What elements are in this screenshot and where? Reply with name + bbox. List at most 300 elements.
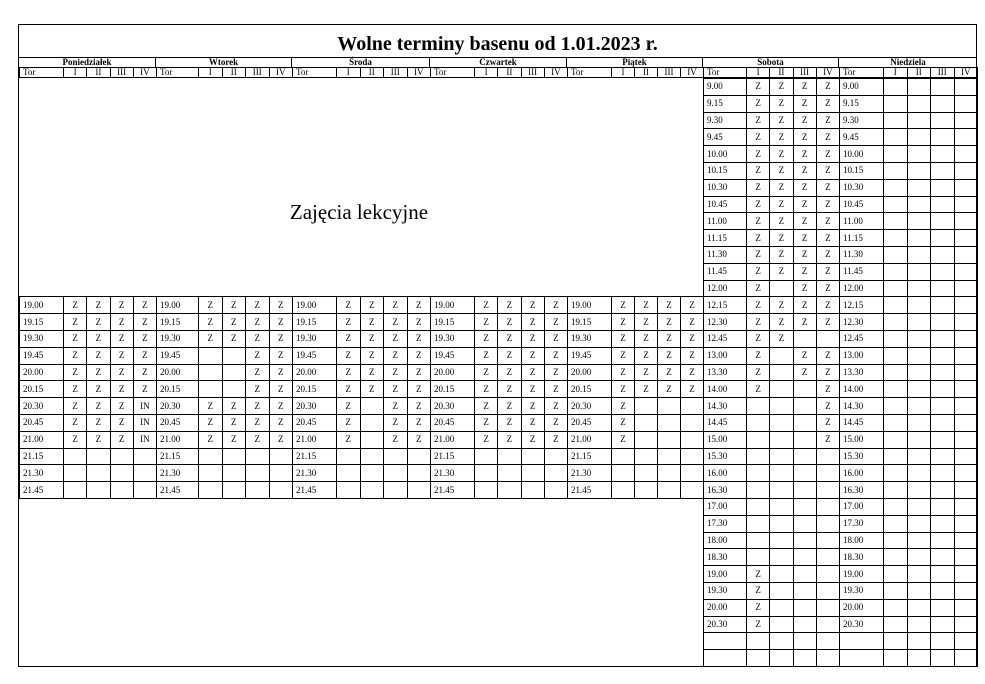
lane-cell: Z [110, 347, 133, 364]
lane-cell [793, 498, 816, 515]
lane-cell [747, 448, 770, 465]
time-cell: 21.15 [157, 448, 199, 465]
time-row [20, 482, 157, 499]
time-cell: 19.00 [293, 297, 337, 314]
lane-cell: Z [246, 414, 270, 431]
time-row [431, 448, 568, 465]
time-row [840, 599, 978, 616]
time-row [840, 330, 978, 347]
time-row [840, 297, 978, 314]
lane-cell [931, 347, 955, 364]
lane-cell [793, 330, 816, 347]
lane-cell: Z [747, 196, 770, 213]
time-row [704, 230, 840, 247]
time-row [431, 364, 568, 381]
time-row [704, 196, 840, 213]
lane-cell [884, 448, 908, 465]
lane-cell: Z [793, 314, 816, 331]
lane-cell [884, 650, 908, 667]
time-row [840, 633, 978, 650]
time-cell: 18.30 [840, 549, 884, 566]
time-cell: 15.30 [704, 448, 747, 465]
lane-header: IV [681, 68, 704, 78]
time-cell: 12.30 [704, 314, 747, 331]
lane-cell [931, 314, 955, 331]
lane-cell [954, 633, 978, 650]
time-row [840, 465, 978, 482]
time-row [431, 414, 568, 431]
lane-cell: Z [384, 398, 408, 415]
lane-cell: Z [110, 381, 133, 398]
lane-cell: Z [498, 431, 521, 448]
lane-cell [658, 465, 681, 482]
lane-cell: Z [612, 414, 635, 431]
time-row [568, 297, 704, 314]
lane-cell [954, 582, 978, 599]
lane-cell: Z [110, 330, 133, 347]
day-header-czwartek: Czwartek [430, 58, 567, 68]
time-row [20, 398, 157, 415]
lane-cell: Z [544, 297, 567, 314]
lane-cell [954, 95, 978, 112]
time-cell: 12.00 [704, 280, 747, 297]
lane-cell: Z [816, 414, 839, 431]
lane-cell: Z [816, 263, 839, 280]
lane-cell [681, 414, 704, 431]
time-row [431, 347, 568, 364]
lane-cell [954, 414, 978, 431]
lane-cell [954, 129, 978, 146]
lane-cell [793, 650, 816, 667]
lane-cell: Z [498, 347, 521, 364]
time-row [840, 213, 978, 230]
lane-cell [770, 482, 793, 499]
lane-cell [931, 549, 955, 566]
lane-cell [907, 79, 931, 96]
lane-cell [475, 482, 498, 499]
time-row [157, 414, 293, 431]
lane-cell [884, 129, 908, 146]
column-header-wtorek [156, 67, 293, 78]
lane-cell [793, 549, 816, 566]
time-cell: 20.00 [20, 364, 64, 381]
lane-cell: Z [521, 364, 544, 381]
lesson-area-divider [703, 78, 704, 296]
time-cell: 13.00 [704, 347, 747, 364]
lane-cell: Z [384, 431, 408, 448]
lane-cell [884, 246, 908, 263]
lane-cell [635, 431, 658, 448]
time-row [20, 414, 157, 431]
lane-cell [337, 482, 361, 499]
time-cell: 14.45 [704, 414, 747, 431]
lane-header: II [360, 68, 384, 78]
lane-cell: Z [475, 314, 498, 331]
lane-cell [884, 515, 908, 532]
time-cell: 20.30 [157, 398, 199, 415]
lane-cell: Z [770, 79, 793, 96]
time-cell: 19.00 [20, 297, 64, 314]
lane-cell [337, 465, 361, 482]
lane-cell [498, 465, 521, 482]
time-cell: 21.15 [293, 448, 337, 465]
lane-cell: Z [360, 330, 384, 347]
lane-cell [816, 482, 839, 499]
lane-cell: Z [110, 314, 133, 331]
lane-cell: Z [498, 314, 521, 331]
lane-cell [770, 431, 793, 448]
lane-cell: Z [770, 230, 793, 247]
time-cell: 12.45 [840, 330, 884, 347]
lane-cell [884, 599, 908, 616]
time-cell: 20.00 [704, 599, 747, 616]
time-row [157, 465, 293, 482]
lane-cell [544, 482, 567, 499]
lane-cell: Z [199, 330, 223, 347]
time-row [704, 381, 840, 398]
lane-cell [246, 448, 270, 465]
lane-cell: Z [407, 431, 431, 448]
lane-cell [658, 482, 681, 499]
lane-cell: Z [612, 314, 635, 331]
lane-cell [884, 79, 908, 96]
lane-cell: Z [544, 314, 567, 331]
lane-cell [475, 448, 498, 465]
time-row [840, 112, 978, 129]
time-row [840, 414, 978, 431]
lane-cell: Z [816, 297, 839, 314]
lane-cell: Z [635, 297, 658, 314]
lane-header: III [246, 68, 270, 78]
time-row [704, 297, 840, 314]
lane-cell [931, 498, 955, 515]
time-cell: 19.30 [704, 582, 747, 599]
lane-cell [793, 465, 816, 482]
lane-cell [222, 364, 246, 381]
lane-cell [133, 482, 156, 499]
lane-cell: Z [793, 95, 816, 112]
lane-cell: Z [816, 79, 839, 96]
lane-cell [770, 633, 793, 650]
lane-cell [498, 482, 521, 499]
schedule-table-sobota [703, 78, 840, 667]
lane-cell: Z [269, 314, 293, 331]
time-cell: 10.15 [704, 162, 747, 179]
lane-cell [954, 263, 978, 280]
time-row [568, 431, 704, 448]
lane-cell [954, 280, 978, 297]
time-cell: 21.45 [20, 482, 64, 499]
lane-cell [770, 515, 793, 532]
lane-cell [907, 599, 931, 616]
time-cell: 9.15 [840, 95, 884, 112]
time-row [157, 398, 293, 415]
time-row [704, 515, 840, 532]
time-row [157, 297, 293, 314]
lane-cell: Z [407, 398, 431, 415]
lane-cell [907, 616, 931, 633]
lane-cell [907, 414, 931, 431]
time-row [840, 246, 978, 263]
time-cell: 12.15 [840, 297, 884, 314]
time-row [568, 347, 704, 364]
lane-cell [931, 566, 955, 583]
lane-cell: Z [384, 414, 408, 431]
time-row [704, 330, 840, 347]
lane-cell [931, 398, 955, 415]
lane-header: I [475, 68, 498, 78]
lane-cell [133, 448, 156, 465]
lane-header: III [384, 68, 408, 78]
time-cell: 18.00 [704, 532, 747, 549]
lane-cell [816, 448, 839, 465]
lane-cell: Z [681, 381, 704, 398]
lane-cell [907, 398, 931, 415]
time-cell: 21.30 [431, 465, 475, 482]
lane-cell [931, 112, 955, 129]
lane-cell: Z [199, 431, 223, 448]
lane-cell: IN [133, 398, 156, 415]
time-cell [704, 650, 747, 667]
lane-cell [360, 482, 384, 499]
lane-cell [770, 616, 793, 633]
lane-cell [816, 549, 839, 566]
lane-cell [269, 482, 293, 499]
time-row [293, 330, 431, 347]
lane-cell [931, 79, 955, 96]
time-row [568, 381, 704, 398]
time-row [704, 650, 840, 667]
time-cell: 15.00 [840, 431, 884, 448]
lane-cell: Z [360, 364, 384, 381]
lane-cell: Z [133, 381, 156, 398]
lane-cell [816, 650, 839, 667]
lane-cell: Z [222, 314, 246, 331]
time-row [840, 549, 978, 566]
time-cell: 21.15 [568, 448, 612, 465]
day-header-piatek: Piątek [567, 58, 703, 68]
lane-cell [884, 347, 908, 364]
lane-cell [246, 482, 270, 499]
time-cell: 20.15 [20, 381, 64, 398]
lane-cell [199, 465, 223, 482]
lane-cell: Z [222, 330, 246, 347]
lane-cell [884, 532, 908, 549]
time-row [568, 414, 704, 431]
lane-cell [954, 599, 978, 616]
lane-cell [931, 431, 955, 448]
lane-cell: Z [64, 347, 87, 364]
page-title: Wolne terminy basenu od 1.01.2023 r. [19, 25, 976, 58]
lane-cell: Z [407, 381, 431, 398]
lane-cell: Z [246, 398, 270, 415]
time-row [840, 162, 978, 179]
time-row [704, 532, 840, 549]
lane-cell: Z [384, 314, 408, 331]
lane-cell [222, 465, 246, 482]
lane-cell: Z [64, 330, 87, 347]
time-row [704, 347, 840, 364]
time-cell: 19.30 [568, 330, 612, 347]
lane-cell [199, 448, 223, 465]
lane-cell: IN [133, 431, 156, 448]
time-row [157, 448, 293, 465]
lane-cell [222, 482, 246, 499]
lane-cell [954, 230, 978, 247]
lane-cell [793, 381, 816, 398]
lane-header: III [521, 68, 544, 78]
lane-cell: IN [133, 414, 156, 431]
lane-cell: Z [246, 364, 270, 381]
lane-cell [931, 230, 955, 247]
time-row [293, 297, 431, 314]
lane-cell [931, 179, 955, 196]
lane-cell [793, 616, 816, 633]
time-cell: 21.00 [431, 431, 475, 448]
lane-cell [793, 582, 816, 599]
lane-cell: Z [199, 314, 223, 331]
lane-cell [635, 448, 658, 465]
time-cell: 14.30 [704, 398, 747, 415]
time-cell: 20.15 [157, 381, 199, 398]
lane-cell [907, 95, 931, 112]
time-cell: 9.00 [840, 79, 884, 96]
time-cell: 21.00 [568, 431, 612, 448]
lane-cell [931, 599, 955, 616]
lane-cell: Z [770, 162, 793, 179]
lane-cell [770, 414, 793, 431]
time-cell: 16.30 [840, 482, 884, 499]
lane-cell: Z [521, 347, 544, 364]
lane-cell [612, 482, 635, 499]
lane-cell [907, 364, 931, 381]
time-cell: 21.30 [293, 465, 337, 482]
lane-cell: Z [246, 314, 270, 331]
lane-cell [884, 330, 908, 347]
lane-cell [954, 381, 978, 398]
time-cell: 20.30 [568, 398, 612, 415]
lane-cell: Z [269, 414, 293, 431]
lane-cell [884, 364, 908, 381]
time-row [840, 95, 978, 112]
lane-cell [407, 465, 431, 482]
tor-header: Tor [568, 68, 612, 78]
time-row [293, 431, 431, 448]
time-row [20, 364, 157, 381]
time-cell: 9.30 [840, 112, 884, 129]
lane-cell [954, 314, 978, 331]
column-header-sroda [292, 67, 431, 78]
lane-header: II [498, 68, 521, 78]
time-row [157, 482, 293, 499]
lane-cell [199, 482, 223, 499]
time-cell: 11.45 [840, 263, 884, 280]
lane-cell [907, 482, 931, 499]
lane-cell [907, 196, 931, 213]
time-row [704, 364, 840, 381]
lane-cell: Z [521, 414, 544, 431]
time-cell: 11.15 [704, 230, 747, 247]
time-cell: 21.45 [157, 482, 199, 499]
lane-cell: Z [770, 129, 793, 146]
lane-cell [907, 230, 931, 247]
lane-cell [747, 482, 770, 499]
time-row [157, 431, 293, 448]
lane-cell [521, 448, 544, 465]
lane-cell [222, 448, 246, 465]
time-cell: 21.15 [431, 448, 475, 465]
lane-cell [816, 465, 839, 482]
lane-cell: Z [199, 297, 223, 314]
lane-cell: Z [407, 347, 431, 364]
lane-cell [770, 347, 793, 364]
lane-cell [110, 448, 133, 465]
lane-header: III [793, 68, 816, 78]
lane-cell: Z [337, 381, 361, 398]
lane-cell: Z [793, 179, 816, 196]
lane-header: II [87, 68, 110, 78]
time-row [157, 347, 293, 364]
time-row [840, 196, 978, 213]
time-row [840, 532, 978, 549]
time-row [20, 431, 157, 448]
lane-cell: Z [475, 431, 498, 448]
lane-cell [907, 532, 931, 549]
lane-cell [747, 465, 770, 482]
lane-cell [931, 633, 955, 650]
lane-cell [199, 347, 223, 364]
lane-cell: Z [360, 314, 384, 331]
lane-cell: Z [793, 364, 816, 381]
lane-cell: Z [747, 364, 770, 381]
schedule-table-piatek [567, 296, 704, 499]
lane-cell: Z [246, 347, 270, 364]
lane-cell: Z [521, 330, 544, 347]
time-cell: 11.00 [704, 213, 747, 230]
time-row [704, 465, 840, 482]
lane-cell: Z [521, 398, 544, 415]
lane-header: IV [544, 68, 567, 78]
time-cell: 21.00 [157, 431, 199, 448]
lane-cell: Z [770, 95, 793, 112]
time-row [20, 448, 157, 465]
time-row [704, 246, 840, 263]
lane-cell: Z [269, 431, 293, 448]
lane-cell: Z [475, 364, 498, 381]
time-cell: 11.30 [840, 246, 884, 263]
lane-cell: Z [384, 347, 408, 364]
time-cell: 20.30 [20, 398, 64, 415]
time-row [840, 431, 978, 448]
lane-cell [884, 414, 908, 431]
time-row [840, 515, 978, 532]
lane-cell: Z [337, 398, 361, 415]
lane-cell [407, 448, 431, 465]
time-row [293, 314, 431, 331]
lane-header: I [337, 68, 361, 78]
lane-cell: Z [407, 364, 431, 381]
lane-cell: Z [816, 246, 839, 263]
tor-header: Tor [20, 68, 64, 78]
time-row [840, 129, 978, 146]
lane-cell [907, 633, 931, 650]
schedule-table-poniedzialek [19, 296, 157, 499]
lane-cell [954, 482, 978, 499]
lane-cell [907, 179, 931, 196]
time-cell [704, 633, 747, 650]
time-cell: 20.45 [568, 414, 612, 431]
time-row [704, 549, 840, 566]
